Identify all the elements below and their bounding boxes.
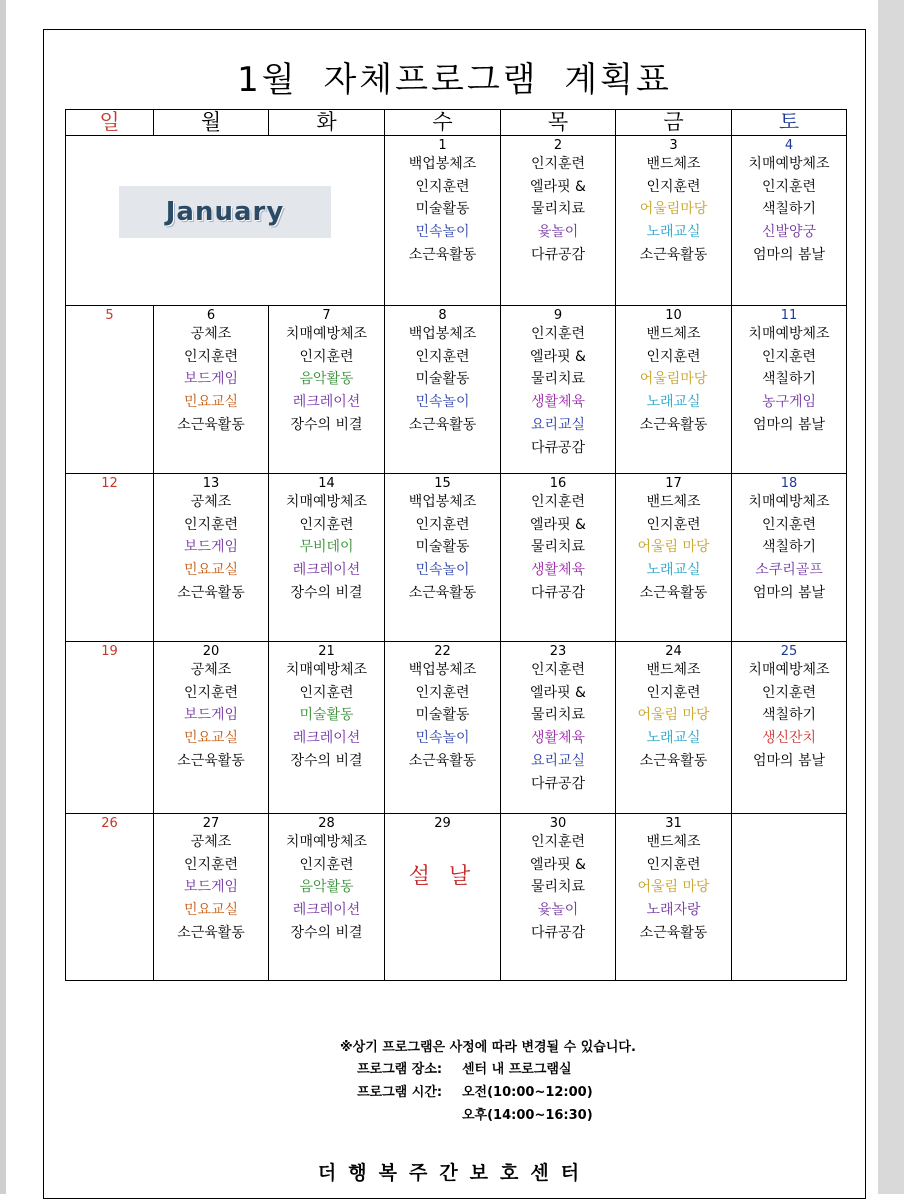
program-item: 생활체육: [530, 730, 586, 747]
week-row: [66, 306, 847, 474]
program-item: 보드게임: [183, 707, 239, 724]
day-number: 21: [318, 644, 335, 659]
program-item: 인지훈련: [183, 684, 239, 701]
program-item: 밴드체조: [646, 494, 701, 510]
program-list: [385, 659, 500, 773]
program-item: 인지훈련: [415, 684, 470, 701]
day-number: 17: [665, 476, 682, 491]
program-item: 백업봉체조: [408, 156, 477, 172]
day-cell-tue: [269, 642, 385, 814]
program-item: 물리치료: [530, 707, 586, 724]
holiday-label: 설 날: [408, 864, 477, 889]
program-item: 미술활동: [415, 707, 470, 724]
program-list: [154, 831, 268, 945]
program-list: [501, 659, 615, 795]
day-cell-thu: [501, 136, 616, 306]
day-cell-fri: [616, 814, 732, 981]
program-item: 인지훈련: [299, 684, 354, 701]
weekday-wed: 수: [385, 110, 501, 136]
program-item: 엄마의 봄날: [752, 246, 826, 263]
program-item: 어울림 마당: [637, 707, 710, 724]
place-label: 프로그램 장소:: [357, 1062, 443, 1077]
program-list: [385, 323, 500, 437]
day-cell-tue: [269, 814, 385, 981]
program-item: 엄마의 봄날: [752, 752, 826, 769]
day-number: 6: [206, 308, 216, 323]
program-item: 미술활동: [299, 707, 354, 724]
day-number: 24: [665, 644, 682, 659]
program-item: 민요교실: [183, 562, 239, 579]
program-item: 노래교실: [646, 394, 701, 411]
program-item: 윷놀이: [537, 224, 579, 241]
program-list: [269, 659, 384, 773]
day-number: 19: [101, 644, 118, 659]
program-item: 엘라핏 &: [530, 348, 586, 365]
program-list: [385, 153, 500, 267]
program-item: 공체조: [190, 834, 232, 850]
program-list: [732, 323, 846, 437]
day-cell-sat: [732, 814, 847, 981]
program-item: 민요교실: [183, 730, 239, 747]
program-item: 생활체육: [530, 562, 586, 579]
program-item: 치매예방체조: [748, 326, 830, 342]
program-item: 민속놀이: [415, 224, 470, 241]
day-cell-wed: [385, 306, 501, 474]
day-cell-sun: [66, 306, 154, 474]
program-item: 색칠하기: [761, 371, 817, 388]
program-item: 치매예방체조: [748, 662, 830, 678]
program-list: [616, 659, 731, 773]
day-cell-mon: [154, 814, 269, 981]
program-item: 밴드체조: [646, 662, 701, 678]
program-item: 치매예방체조: [285, 662, 368, 678]
day-number: 30: [549, 816, 567, 831]
program-item: 엘라핏 &: [530, 856, 586, 873]
day-number: 27: [202, 816, 220, 831]
day-cell-thu: [501, 306, 616, 474]
weekday-mon: 월: [154, 110, 269, 136]
calendar-body: [66, 136, 847, 981]
program-list: [732, 491, 846, 605]
day-number: 4: [784, 138, 794, 153]
day-number: 16: [549, 476, 567, 491]
day-number: 1: [438, 138, 447, 153]
program-item: 소근육활동: [639, 752, 708, 769]
program-list: [154, 659, 268, 773]
program-item: 장수의 비결: [290, 924, 363, 941]
program-item: 장수의 비결: [290, 416, 363, 433]
program-item: 장수의 비결: [290, 584, 363, 601]
program-item: 노래교실: [646, 562, 701, 579]
program-item: 인지훈련: [530, 326, 586, 342]
program-item: 인지훈련: [183, 856, 239, 873]
day-number: 15: [434, 476, 451, 491]
program-item: 농구게임: [761, 394, 817, 411]
program-item: 장수의 비결: [290, 752, 363, 769]
program-item: 색칠하기: [761, 201, 817, 218]
program-list: [154, 323, 268, 437]
program-item: 인지훈련: [761, 348, 817, 365]
day-cell-sun: [66, 474, 154, 642]
program-item: 요리교실: [530, 752, 586, 769]
time-am: 오전(10:00~12:00): [462, 1085, 593, 1100]
program-item: 민속놀이: [415, 562, 470, 579]
program-item: 소근육활동: [639, 416, 708, 433]
program-item: 민속놀이: [415, 394, 470, 411]
program-list: [616, 491, 731, 605]
day-number: 20: [202, 644, 220, 659]
day-cell-wed: [385, 814, 501, 981]
program-item: 소근육활동: [408, 246, 477, 263]
weekday-tue: 화: [269, 110, 385, 136]
program-item: 소근육활동: [408, 416, 477, 433]
program-item: 신발양궁: [761, 224, 817, 241]
day-cell-mon: [154, 306, 269, 474]
program-item: 소근육활동: [177, 416, 245, 433]
program-item: 다큐공감: [530, 775, 586, 792]
program-list: [501, 491, 615, 605]
program-list: [616, 831, 731, 945]
day-number: 28: [318, 816, 335, 831]
january-banner-cell: [66, 136, 385, 306]
day-number: [732, 814, 846, 831]
place-value: 센터 내 프로그램실: [462, 1062, 572, 1077]
program-item: 소근육활동: [639, 924, 708, 941]
program-item: 물리치료: [530, 879, 586, 896]
program-item: 인지훈련: [183, 516, 239, 533]
program-item: 엘라핏 &: [530, 684, 586, 701]
program-item: 공체조: [190, 662, 232, 678]
day-number: 8: [438, 308, 447, 323]
day-number: 23: [549, 644, 567, 659]
program-list: [269, 491, 384, 605]
program-item: 소근육활동: [408, 752, 477, 769]
program-item: 인지훈련: [646, 856, 701, 873]
program-item: 소근육활동: [177, 584, 245, 601]
program-list: [269, 831, 384, 945]
program-list: [501, 153, 615, 267]
program-item: 인지훈련: [415, 178, 470, 195]
day-number: 29: [434, 816, 451, 831]
page-title: 1월 자체프로그램 계획표: [237, 60, 672, 100]
program-list: [501, 831, 615, 945]
time-pm: 오후(14:00~16:30): [462, 1108, 593, 1123]
day-cell-fri: [616, 474, 732, 642]
program-item: 다큐공감: [530, 584, 586, 601]
program-item: 다큐공감: [530, 439, 586, 456]
day-cell-wed: [385, 136, 501, 306]
program-item: 인지훈련: [530, 662, 586, 678]
program-item: 밴드체조: [646, 326, 701, 342]
day-cell-fri: [616, 136, 732, 306]
program-item: 인지훈련: [530, 834, 586, 850]
program-item: 보드게임: [183, 879, 239, 896]
program-list: [501, 323, 615, 459]
day-number: 11: [780, 308, 798, 323]
program-item: 윷놀이: [537, 902, 579, 919]
calendar-table: [65, 109, 847, 981]
program-item: 인지훈련: [646, 178, 701, 195]
document-page: [43, 29, 866, 1199]
day-cell-thu: [501, 642, 616, 814]
day-cell-mon: [154, 474, 269, 642]
program-item: 어울림 마당: [637, 879, 710, 896]
program-item: 인지훈련: [761, 178, 817, 195]
weekday-sat: 토: [732, 110, 847, 136]
program-item: 민요교실: [183, 394, 239, 411]
program-list: [154, 491, 268, 605]
day-number: 12: [101, 476, 118, 491]
day-number: 5: [105, 308, 114, 323]
program-item: 무비데이: [299, 539, 354, 556]
program-item: 미술활동: [415, 371, 470, 388]
center-name-footer: 더행복주간보호센터: [317, 1162, 592, 1184]
viewer-left-edge: [0, 0, 6, 1194]
program-item: 백업봉체조: [408, 326, 477, 342]
day-cell-fri: [616, 642, 732, 814]
program-item: 밴드체조: [646, 156, 701, 172]
program-list: [269, 323, 384, 437]
program-item: 인지훈련: [299, 856, 354, 873]
program-item: 물리치료: [530, 539, 586, 556]
week-row: [66, 136, 847, 306]
day-number: 13: [202, 476, 220, 491]
day-number: 25: [780, 644, 798, 659]
program-item: 생활체육: [530, 394, 586, 411]
program-item: 음악활동: [299, 371, 354, 388]
program-item: 인지훈련: [415, 516, 470, 533]
day-number: 22: [434, 644, 451, 659]
day-number: 3: [669, 138, 678, 153]
program-item: 인지훈련: [761, 684, 817, 701]
program-item: 물리치료: [530, 371, 586, 388]
program-item: 인지훈련: [646, 348, 701, 365]
day-cell-sat: [732, 136, 847, 306]
program-item: 인지훈련: [530, 494, 586, 510]
program-item: 공체조: [190, 326, 232, 342]
program-item: 어울림마당: [639, 201, 708, 218]
program-item: 치매예방체조: [748, 156, 830, 172]
time-label: 프로그램 시간:: [357, 1085, 443, 1100]
program-item: 레크레이션: [292, 562, 361, 579]
program-item: 인지훈련: [183, 348, 239, 365]
program-item: 레크레이션: [292, 730, 361, 747]
program-item: 인지훈련: [646, 516, 701, 533]
notice-text: ※상기 프로그램은 사정에 따라 변경될 수 있습니다.: [340, 1040, 636, 1055]
program-item: 인지훈련: [415, 348, 470, 365]
week-row: [66, 642, 847, 814]
program-item: 인지훈련: [646, 684, 701, 701]
program-list: [732, 659, 846, 773]
program-item: 물리치료: [530, 201, 586, 218]
program-item: 치매예방체조: [285, 834, 368, 850]
program-item: 어울림 마당: [637, 539, 710, 556]
program-item: 엄마의 봄날: [752, 584, 826, 601]
program-list: [385, 491, 500, 605]
program-item: 어울림마당: [639, 371, 708, 388]
day-number: 31: [665, 816, 682, 831]
day-cell-sat: [732, 642, 847, 814]
program-item: 공체조: [190, 494, 232, 510]
day-number: 10: [665, 308, 682, 323]
program-item: 보드게임: [183, 371, 239, 388]
day-cell-wed: [385, 474, 501, 642]
day-number: 26: [101, 816, 118, 831]
january-banner-image: January: [119, 186, 331, 238]
day-number: 9: [553, 308, 563, 323]
day-cell-mon: [154, 642, 269, 814]
program-item: 치매예방체조: [285, 326, 368, 342]
program-item: 민속놀이: [415, 730, 470, 747]
weekday-header-row: [66, 110, 847, 136]
program-item: 인지훈련: [299, 516, 354, 533]
program-item: 백업봉체조: [408, 494, 477, 510]
program-item: 인지훈련: [299, 348, 354, 365]
day-cell-sun: [66, 814, 154, 981]
weekday-sun: 일: [66, 110, 154, 136]
program-item: 소근육활동: [408, 584, 477, 601]
program-item: 다큐공감: [530, 246, 586, 263]
program-item: 엘라핏 &: [530, 516, 586, 533]
program-item: 레크레이션: [292, 902, 361, 919]
program-item: 소근육활동: [639, 584, 708, 601]
day-cell-wed: [385, 642, 501, 814]
program-item: 노래교실: [646, 730, 701, 747]
program-item: 보드게임: [183, 539, 239, 556]
program-item: 인지훈련: [530, 156, 586, 172]
program-item: 음악활동: [299, 879, 354, 896]
viewer-scrollbar[interactable]: [878, 0, 904, 1194]
program-item: 밴드체조: [646, 834, 701, 850]
program-item: 엘라핏 &: [530, 178, 586, 195]
program-item: 백업봉체조: [408, 662, 477, 678]
program-item: 다큐공감: [530, 924, 586, 941]
day-number: 2: [553, 138, 563, 153]
day-number: 7: [322, 308, 331, 323]
program-item: 인지훈련: [761, 516, 817, 533]
program-item: 미술활동: [415, 201, 470, 218]
program-item: 소근육활동: [639, 246, 708, 263]
program-item: 노래자랑: [646, 902, 701, 919]
week-row: [66, 814, 847, 981]
program-item: 요리교실: [530, 416, 586, 433]
day-cell-sat: [732, 306, 847, 474]
program-item: 치매예방체조: [748, 494, 830, 510]
day-cell-thu: [501, 474, 616, 642]
week-row: [66, 474, 847, 642]
program-item: 색칠하기: [761, 707, 817, 724]
program-list: [732, 153, 846, 267]
program-item: 소근육활동: [177, 924, 245, 941]
day-cell-tue: [269, 474, 385, 642]
program-item: 노래교실: [646, 224, 701, 241]
day-cell-sun: [66, 642, 154, 814]
day-number: 14: [318, 476, 335, 491]
program-item: 색칠하기: [761, 539, 817, 556]
day-number: 18: [780, 476, 798, 491]
program-list: [616, 323, 731, 437]
program-item: 미술활동: [415, 539, 470, 556]
program-item: 소쿠리골프: [755, 562, 823, 579]
program-item: 생신잔치: [761, 730, 817, 747]
program-item: 민요교실: [183, 902, 239, 919]
day-cell-fri: [616, 306, 732, 474]
program-item: 엄마의 봄날: [752, 416, 826, 433]
program-list: [616, 153, 731, 267]
weekday-thu: 목: [501, 110, 616, 136]
program-item: 레크레이션: [292, 394, 361, 411]
program-item: 치매예방체조: [285, 494, 368, 510]
program-item: 소근육활동: [177, 752, 245, 769]
day-cell-sat: [732, 474, 847, 642]
day-cell-thu: [501, 814, 616, 981]
weekday-fri: 금: [616, 110, 732, 136]
day-cell-tue: [269, 306, 385, 474]
